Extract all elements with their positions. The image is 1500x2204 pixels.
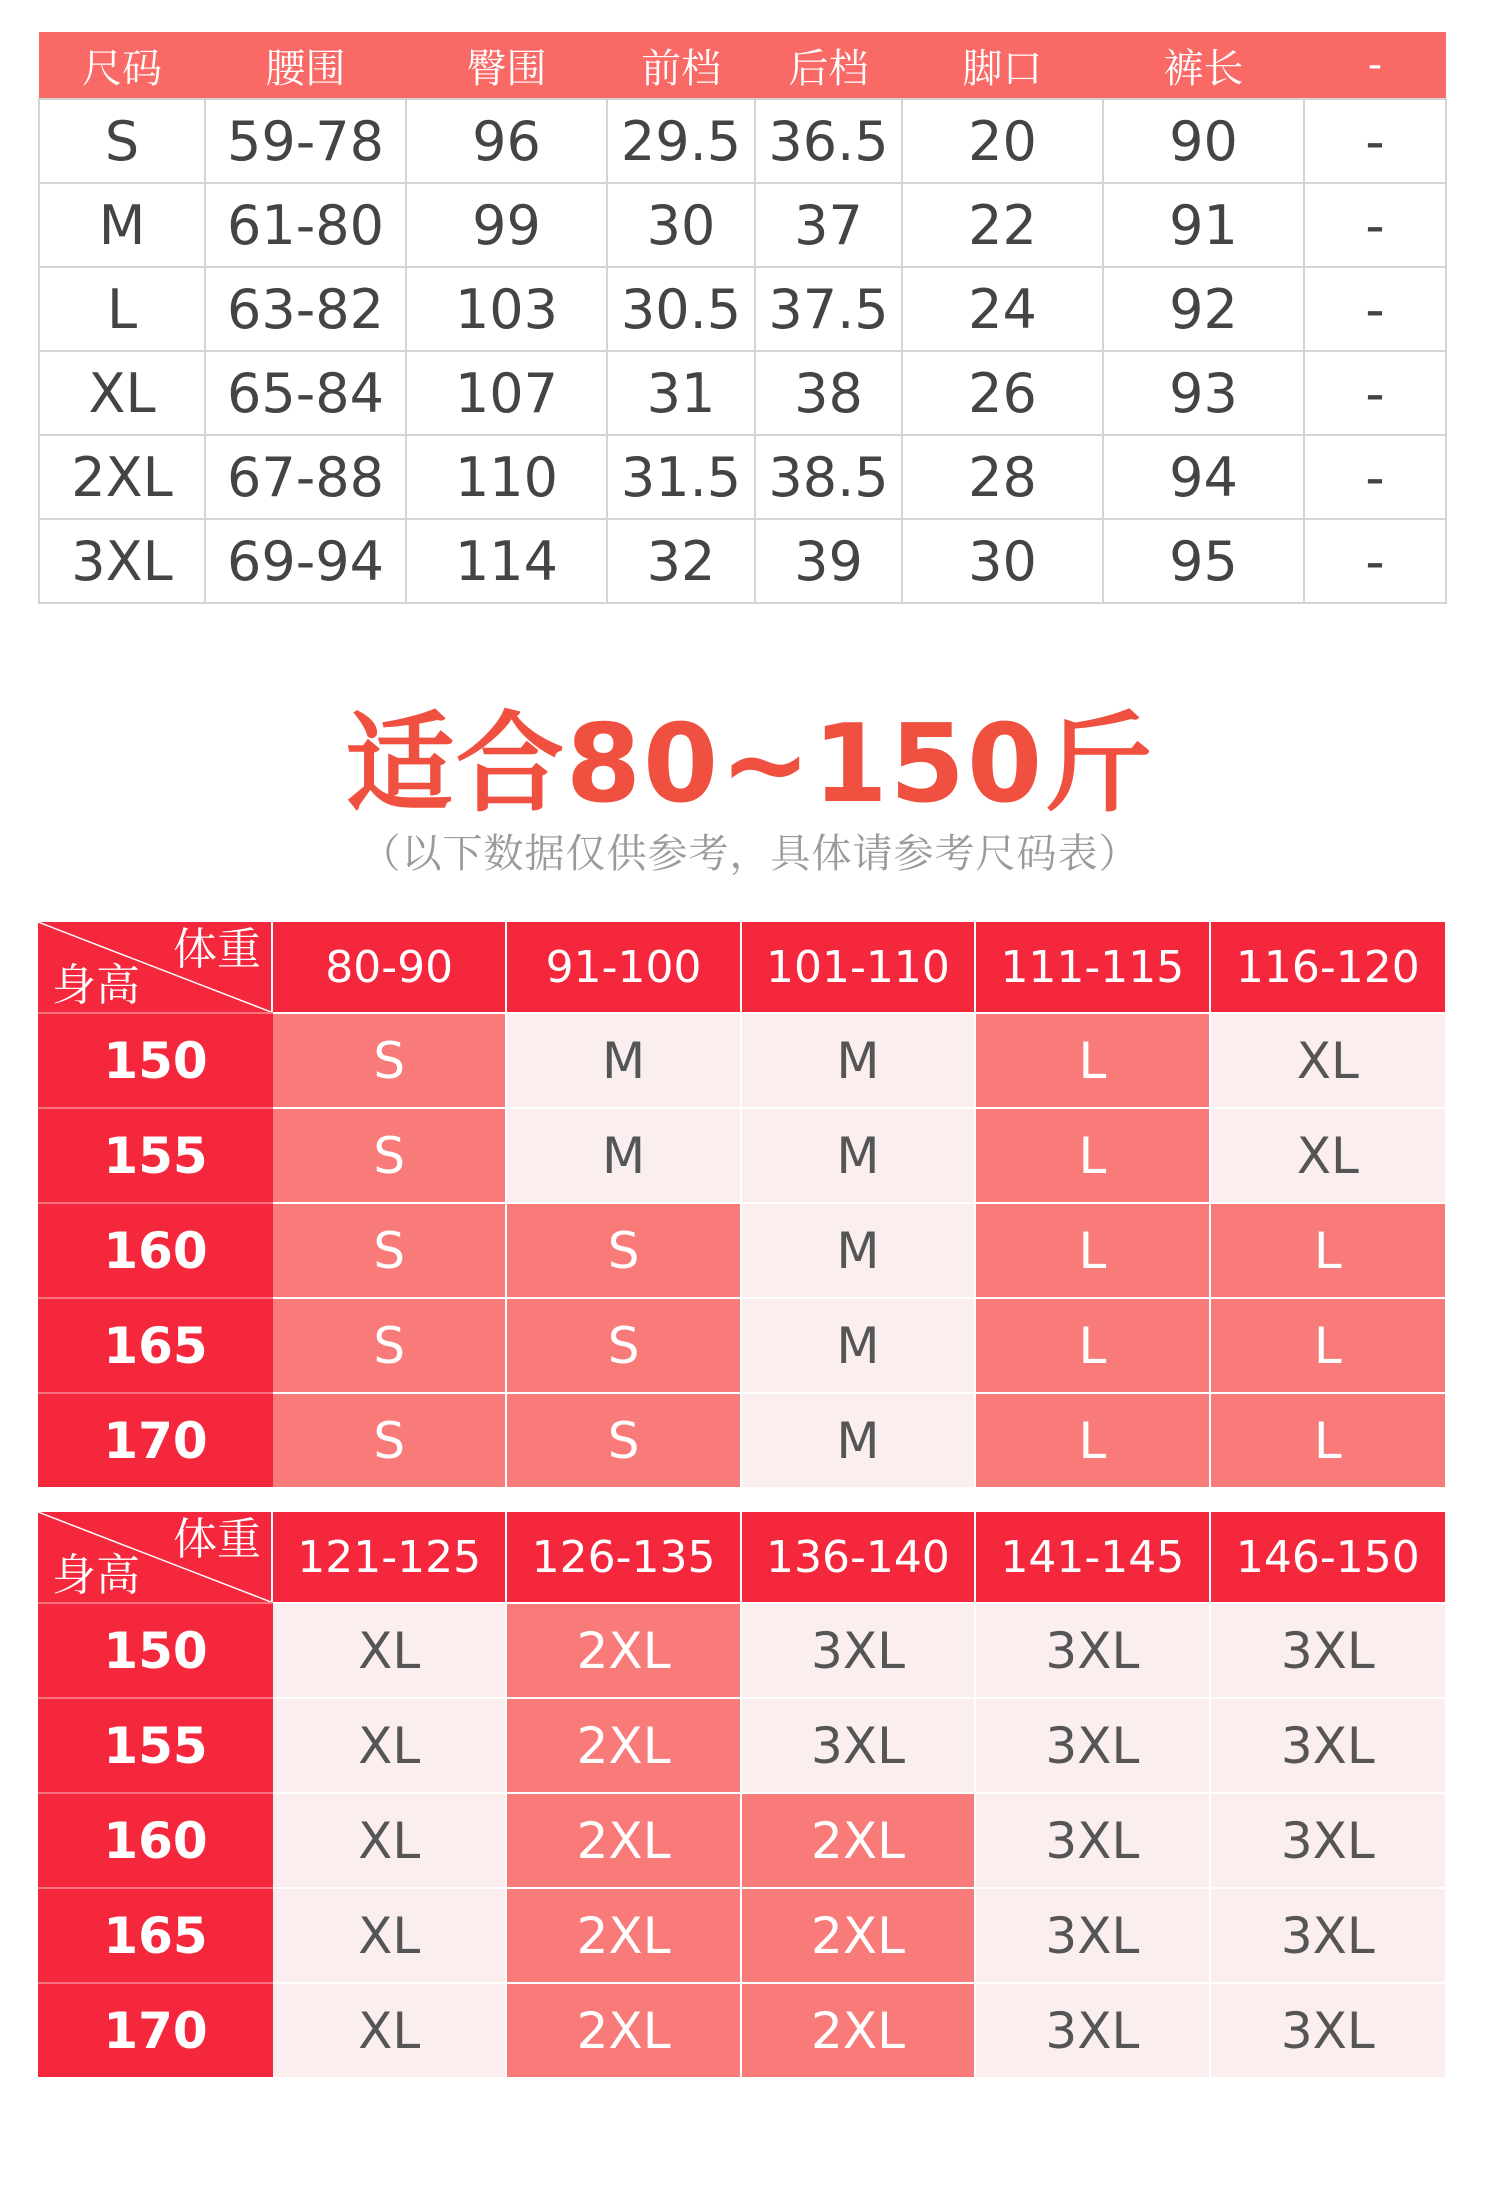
table-cell: 3XL [39,519,205,603]
size-cell: 2XL [742,1887,976,1982]
table-cell: 32 [607,519,755,603]
table-cell: 36.5 [755,99,902,183]
size-cell: 3XL [1211,1982,1445,2077]
fit-range-headline: 适合80~150斤 [345,702,1155,827]
height-value: 160 [38,1792,273,1887]
size-cell: 2XL [742,1792,976,1887]
size-cell: S [273,1392,507,1487]
weight-range-header: 146-150 [1211,1512,1445,1602]
table-cell: 65-84 [205,351,406,435]
size-cell: XL [273,1982,507,2077]
size-cell: XL [273,1887,507,1982]
weight-label: 体重 [173,924,261,975]
table-cell: 95 [1103,519,1304,603]
size-chart-header-extra: - [1304,32,1446,99]
reference-note: （以下数据仅供参考，具体请参考尺码表） [360,831,1140,877]
size-chart-header-front-rise: 前档 [607,32,755,99]
size-cell: S [273,1107,507,1202]
weight-range-header: 121-125 [273,1512,507,1602]
table-cell: - [1304,267,1446,351]
table-cell: M [39,183,205,267]
table-cell: 94 [1103,435,1304,519]
table-cell: 61-80 [205,183,406,267]
table-row [38,1887,1445,1982]
table-cell: 38 [755,351,902,435]
size-cell: S [507,1297,741,1392]
height-value: 150 [38,1012,273,1107]
weight-label: 体重 [173,1514,261,1565]
size-chart-header-size: 尺码 [39,32,205,99]
table-cell: 90 [1103,99,1304,183]
size-cell: XL [273,1697,507,1792]
table-cell: 99 [406,183,607,267]
table-row [38,1392,1445,1487]
table-row [38,1982,1445,2077]
size-cell: M [742,1202,976,1297]
weight-range-header: 111-115 [976,922,1210,1012]
grid-header-row [38,922,1445,1012]
weight-range-header: 136-140 [742,1512,976,1602]
size-cell: 3XL [1211,1792,1445,1887]
size-cell: 3XL [976,1792,1210,1887]
height-weight-grid-1 [38,922,1445,1487]
table-cell: 26 [902,351,1103,435]
size-chart-header-waist: 腰围 [205,32,406,99]
size-cell: S [273,1202,507,1297]
table-cell: 67-88 [205,435,406,519]
size-cell: M [742,1012,976,1107]
table-cell: 24 [902,267,1103,351]
table-cell: - [1304,351,1446,435]
size-cell: L [976,1202,1210,1297]
table-cell: 107 [406,351,607,435]
size-cell: 2XL [507,1697,741,1792]
size-cell: L [976,1012,1210,1107]
grid-header-row [38,1512,1445,1602]
size-cell: S [507,1392,741,1487]
table-cell: XL [39,351,205,435]
table-row [38,1602,1445,1697]
size-cell: XL [1211,1107,1445,1202]
table-cell: 69-94 [205,519,406,603]
table-row [39,99,1446,183]
size-cell: 3XL [1211,1887,1445,1982]
size-cell: 2XL [507,1602,741,1697]
size-cell: XL [273,1792,507,1887]
table-cell: 29.5 [607,99,755,183]
size-cell: L [976,1107,1210,1202]
size-chart-header-length: 裤长 [1103,32,1304,99]
size-cell: 2XL [742,1982,976,2077]
size-cell: 3XL [742,1697,976,1792]
table-cell: 30 [902,519,1103,603]
grid-corner-cell [38,922,273,1012]
height-value: 165 [38,1297,273,1392]
size-cell: M [742,1392,976,1487]
size-cell: M [507,1107,741,1202]
size-cell: XL [1211,1012,1445,1107]
size-cell: S [273,1297,507,1392]
table-cell: 39 [755,519,902,603]
height-weight-grid-2 [38,1512,1445,2077]
table-cell: - [1304,183,1446,267]
table-cell: 2XL [39,435,205,519]
table-cell: 37 [755,183,902,267]
size-cell: 3XL [976,1697,1210,1792]
size-cell: 3XL [1211,1602,1445,1697]
table-row [39,267,1446,351]
table-cell: 31.5 [607,435,755,519]
table-cell: 38.5 [755,435,902,519]
weight-range-header: 116-120 [1211,922,1445,1012]
table-row [38,1202,1445,1297]
table-cell: - [1304,435,1446,519]
size-cell: M [742,1297,976,1392]
height-value: 170 [38,1392,273,1487]
size-cell: 2XL [507,1887,741,1982]
table-cell: - [1304,99,1446,183]
weight-range-header: 126-135 [507,1512,741,1602]
table-row [38,1792,1445,1887]
height-value: 155 [38,1107,273,1202]
size-cell: L [976,1392,1210,1487]
size-chart-header-hip: 臀围 [406,32,607,99]
size-cell: S [507,1202,741,1297]
table-row [39,351,1446,435]
height-value: 160 [38,1202,273,1297]
height-label: 身高 [52,1550,140,1601]
table-cell: 96 [406,99,607,183]
table-cell: 91 [1103,183,1304,267]
table-cell: - [1304,519,1446,603]
size-cell: 3XL [976,1602,1210,1697]
size-cell: 2XL [507,1792,741,1887]
size-cell: L [1211,1392,1445,1487]
size-cell: 2XL [507,1982,741,2077]
table-cell: 110 [406,435,607,519]
table-cell: 30.5 [607,267,755,351]
size-cell: L [1211,1297,1445,1392]
height-value: 170 [38,1982,273,2077]
size-cell: L [976,1297,1210,1392]
height-value: 155 [38,1697,273,1792]
table-cell: 63-82 [205,267,406,351]
weight-range-header: 91-100 [507,922,741,1012]
table-row [39,519,1446,603]
table-cell: 20 [902,99,1103,183]
size-cell: XL [273,1602,507,1697]
size-cell: 3XL [976,1887,1210,1982]
table-row [38,1012,1445,1107]
table-row [39,435,1446,519]
table-row [38,1697,1445,1792]
size-cell: M [507,1012,741,1107]
height-label: 身高 [52,960,140,1011]
size-cell: 3XL [1211,1697,1445,1792]
table-cell: 37.5 [755,267,902,351]
size-chart-header-row [39,32,1446,99]
height-value: 165 [38,1887,273,1982]
height-value: 150 [38,1602,273,1697]
table-row [39,183,1446,267]
table-cell: 103 [406,267,607,351]
size-cell: S [273,1012,507,1107]
table-cell: S [39,99,205,183]
size-cell: M [742,1107,976,1202]
table-cell: 114 [406,519,607,603]
table-row [38,1297,1445,1392]
weight-range-header: 141-145 [976,1512,1210,1602]
table-cell: 31 [607,351,755,435]
weight-range-header: 80-90 [273,922,507,1012]
table-cell: 92 [1103,267,1304,351]
table-cell: 59-78 [205,99,406,183]
table-cell: 22 [902,183,1103,267]
weight-range-header: 101-110 [742,922,976,1012]
table-cell: 30 [607,183,755,267]
size-chart-header-leg-opening: 脚口 [902,32,1103,99]
size-cell: 3XL [742,1602,976,1697]
table-cell: 28 [902,435,1103,519]
table-cell: 93 [1103,351,1304,435]
grid-corner-cell [38,1512,273,1602]
size-chart-table [38,32,1447,604]
table-row [38,1107,1445,1202]
table-cell: L [39,267,205,351]
size-cell: L [1211,1202,1445,1297]
size-chart-header-back-rise: 后档 [755,32,902,99]
size-cell: 3XL [976,1982,1210,2077]
